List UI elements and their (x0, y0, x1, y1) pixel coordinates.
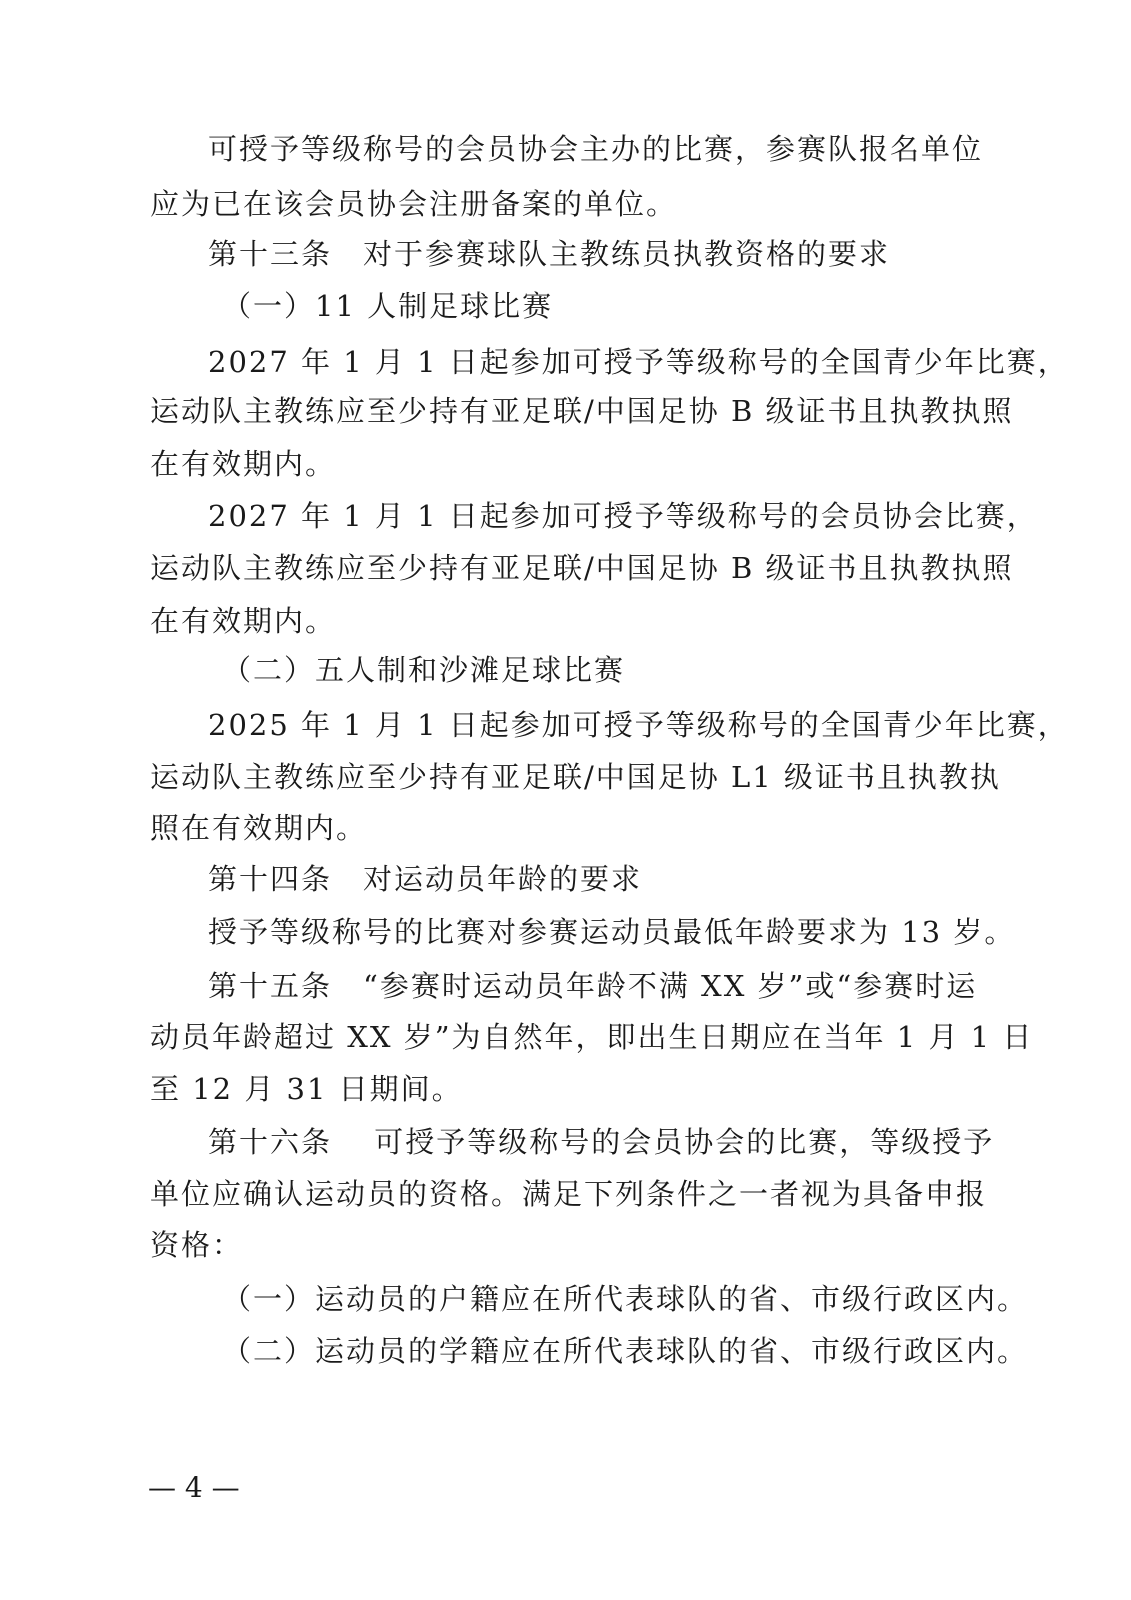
paragraph-line: 运动队主教练应至少持有亚足联/中国足协 B 级证书且执教执照 (150, 551, 1014, 585)
subsection-heading: （二）五人制和沙滩足球比赛 (222, 653, 626, 687)
paragraph-line: 运动队主教练应至少持有亚足联/中国足协 B 级证书且执教执照 (150, 394, 1014, 428)
paragraph-line: 2025 年 1 月 1 日起参加可授予等级称号的全国青少年比赛， (208, 708, 1069, 742)
article-heading: 第十四条 对运动员年龄的要求 (208, 862, 643, 896)
article-heading: 第十三条 对于参赛球队主教练员执教资格的要求 (208, 237, 891, 271)
paragraph-line: 2027 年 1 月 1 日起参加可授予等级称号的全国青少年比赛， (208, 345, 1069, 379)
list-item: （一）运动员的户籍应在所代表球队的省、市级行政区内。 (222, 1282, 1029, 1316)
subsection-heading: （一）11 人制足球比赛 (222, 289, 554, 323)
paragraph-line: 单位应确认运动员的资格。满足下列条件之一者视为具备申报 (150, 1177, 988, 1211)
list-item: （二）运动员的学籍应在所代表球队的省、市级行政区内。 (222, 1334, 1029, 1368)
page-number: — 4 — (148, 1471, 240, 1504)
paragraph-line: 照在有效期内。 (150, 811, 368, 845)
paragraph-line: 2027 年 1 月 1 日起参加可授予等级称号的会员协会比赛， (208, 499, 1038, 533)
paragraph-line: 动员年龄超过 XX 岁”为自然年，即出生日期应在当年 1 月 1 日 (150, 1020, 1034, 1054)
paragraph-line: 在有效期内。 (150, 604, 337, 638)
paragraph-line: 在有效期内。 (150, 447, 337, 481)
paragraph-line: 第十六条 可授予等级称号的会员协会的比赛，等级授予 (208, 1125, 995, 1159)
paragraph-line: 授予等级称号的比赛对参赛运动员最低年龄要求为 13 岁。 (208, 915, 1016, 949)
paragraph-line: 运动队主教练应至少持有亚足联/中国足协 L1 级证书且执教执 (150, 760, 1001, 794)
paragraph-line: 可授予等级称号的会员协会主办的比赛，参赛队报名单位 (208, 132, 984, 166)
paragraph-line: 第十五条 “参赛时运动员年龄不满 XX 岁”或“参赛时运 (208, 969, 978, 1003)
paragraph-line: 资格： (150, 1228, 244, 1262)
paragraph-line: 至 12 月 31 日期间。 (150, 1072, 463, 1106)
paragraph-line: 应为已在该会员协会注册备案的单位。 (150, 187, 678, 221)
